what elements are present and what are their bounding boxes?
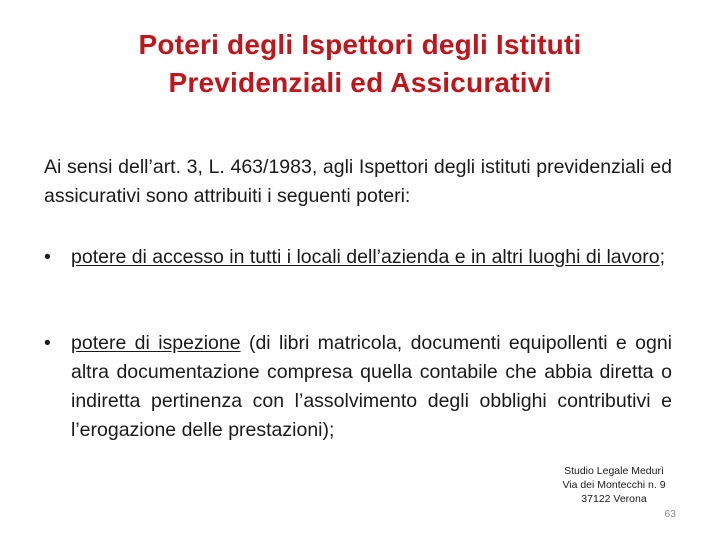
bullet-rest-text: ; <box>659 246 666 268</box>
slide-title <box>40 26 680 102</box>
slide-title-line-2: Previdenziali ed Assicurativi <box>168 67 552 98</box>
bullet-rest-text: (di libri matricola, documenti equipollenti e ogni altra documentazione compresa quella contabile che abbia diretta o indiretta pertinenza con l’assolvimento degli obblighi contributivi e l’erogazione delle prestazioni); <box>71 332 672 441</box>
footer-firm-name: Studio Legale Medurì <box>564 465 664 477</box>
bullet-marker: • <box>44 332 51 354</box>
footer-street: Via dei Montecchi n. 9 <box>562 479 666 491</box>
bullet-text <box>71 329 672 445</box>
intro-paragraph: Ai sensi dell’art. 3, L. 463/1983, agli Ispettori degli istituti previdenziali ed assicurativi sono attribuiti i seguenti poteri: <box>44 156 672 207</box>
footer-address <box>552 464 676 506</box>
bullet-item-access <box>44 243 672 272</box>
slide-title-line-1: Poteri degli Ispettori degli Istituti <box>138 29 582 60</box>
bullet-text <box>71 243 672 272</box>
bullet-underlined-text: potere di ispezione <box>71 332 241 354</box>
page-number: 63 <box>664 508 676 520</box>
bullet-marker: • <box>44 246 51 268</box>
bullet-item-inspection <box>44 329 672 445</box>
footer-city: 37122 Verona <box>581 493 647 505</box>
bullet-underlined-text: potere di accesso in tutti i locali dell’azienda e in altri luoghi di lavoro <box>71 246 660 268</box>
